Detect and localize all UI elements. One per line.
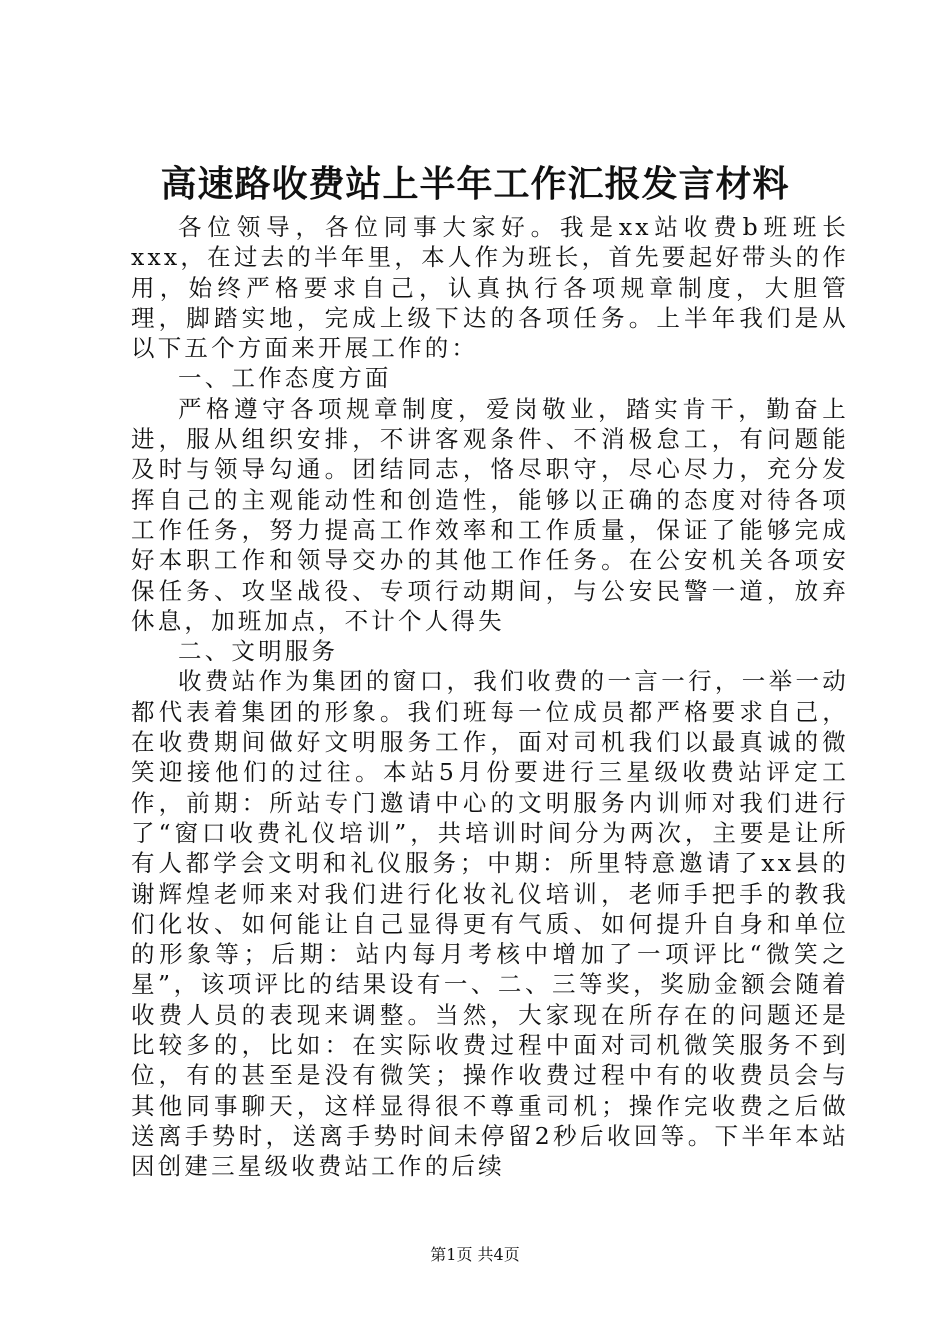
document-title: 高速路收费站上半年工作汇报发言材料	[160, 163, 790, 205]
civilized-service-paragraph: 收费站作为集团的窗口，我们收费的一言一行，一举一动都代表着集团的形象。我们班每一位成员都严格要求自己，在收费期间做好文明服务工作，面对司机我们以最真诚的微笑迎接他们的过往。本站5月份要进行三星级收费站评定工作，前期：所站专门邀请中心的文明服务内训师对我们进行了“窗口收费礼仪培训”，共培训时间分为两次，主要是让所有人都学会文明和礼仪服务；中期：所里特意邀请了xx县的谢辉煌老师来对我们进行化妆礼仪培训，老师手把手的教我们化妆、如何能让自己显得更有气质、如何提升自身和单位的形象等；后期：站内每月考核中增加了一项评比“微笑之星”，该项评比的结果设有一、二、三等奖，奖励金额会随着收费人员的表现来调整。当然，大家现在所存在的问题还是比较多的，比如：在实际收费过程中面对司机微笑服务不到位，有的甚至是没有微笑；操作收费过程中有的收费员会与其他同事聊天，这样显得很不尊重司机；操作完收费之后做送离手势时，送离手势时间未停留2秒后收回等。下半年本站因创建三星级收费站工作的后续	[131, 667, 849, 1181]
section-heading-work-attitude: 一、工作态度方面	[178, 364, 392, 393]
document-body	[131, 212, 849, 1182]
intro-paragraph: 各位领导，各位同事大家好。我是xx站收费b班班长xxx，在过去的半年里，本人作为班长，首先要起好带头的作用，始终严格要求自己，认真执行各项规章制度，大胆管理，脚踏实地，完成上级下达的各项任务。上半年我们是从以下五个方面来开展工作的：	[131, 213, 849, 363]
section-heading-civilized-service: 二、文明服务	[178, 637, 339, 666]
page-number-footer: 第1页 共4页	[430, 1245, 520, 1264]
work-attitude-paragraph: 严格遵守各项规章制度，爱岗敬业，踏实肯干，勤奋上进，服从组织安排，不讲客观条件、不消极怠工，有问题能及时与领导勾通。团结同志，恪尽职守，尽心尽力，充分发挥自己的主观能动性和创造性，能够以正确的态度对待各项工作任务，努力提高工作效率和工作质量，保证了能够完成好本职工作和领导交办的其他工作任务。在公安机关各项安保任务、攻坚战役、专项行动期间，与公安民警一道，放弃休息，加班加点，不计个人得失	[131, 394, 849, 635]
